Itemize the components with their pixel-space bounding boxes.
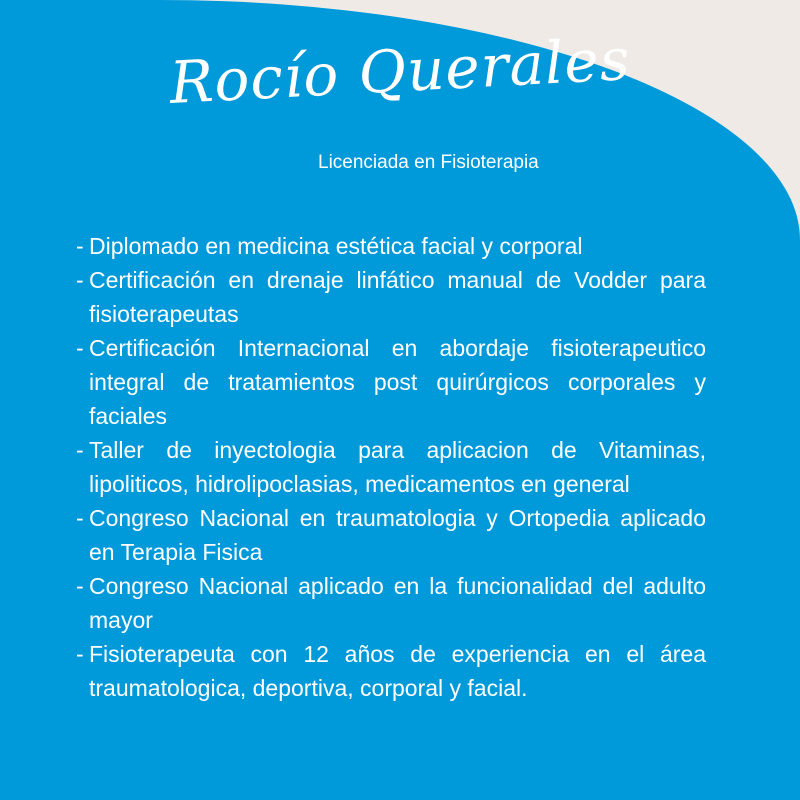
credential-item: - Fisioterapeuta con 12 años de experiencia en el área traumatologica, deportiva, corporal y facial.: [76, 637, 706, 705]
credential-item: - Certificación Internacional en abordaje fisioterapeutico integral de tratamientos post quirúrgicos corporales y faciales: [76, 331, 706, 433]
profile-name: Rocío Querales: [167, 24, 633, 118]
credential-item: - Taller de inyectologia para aplicacion de Vitaminas, lipoliticos, hidrolipoclasias, medicamentos en general: [76, 433, 706, 501]
credential-item: - Diplomado en medicina estética facial y corporal: [76, 229, 706, 263]
profile-subtitle: Licenciada en Fisioterapia: [318, 152, 539, 173]
credential-item: - Certificación en drenaje linfático manual de Vodder para fisioterapeutas: [76, 263, 706, 331]
credential-item: - Congreso Nacional aplicado en la funcionalidad del adulto mayor: [76, 569, 706, 637]
credential-item: - Congreso Nacional en traumatologia y Ortopedia aplicado en Terapia Fisica: [76, 501, 706, 569]
credentials-list: [76, 229, 706, 705]
